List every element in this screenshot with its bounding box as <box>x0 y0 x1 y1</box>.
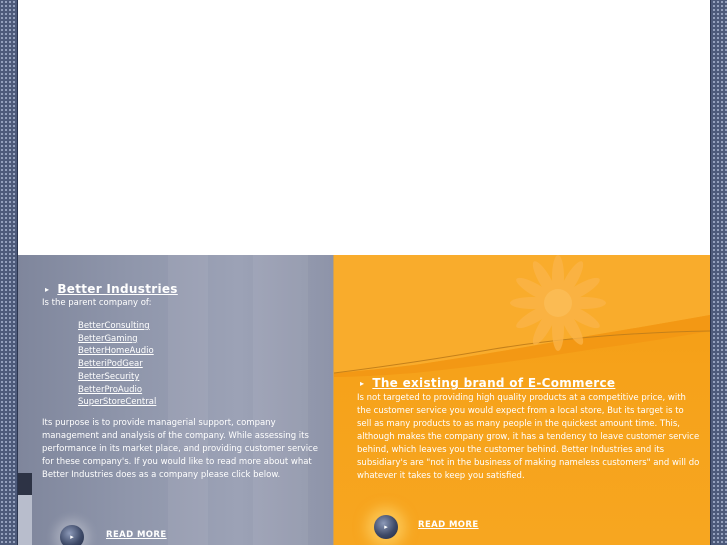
panel-side-bar <box>18 473 32 495</box>
left-description: Its purpose is to provide managerial support, company management and analysis of the company. While assessing its performance in its market place, and providing customer service for these company's. If you would like to read more about what Better Industries does as a company please click below. <box>42 418 318 480</box>
panel-stripe <box>168 255 208 545</box>
panel-stripe <box>253 255 308 545</box>
right-description: Is not targeted to providing high quality products at a competitive price, with the customer service you would expect from a local store, But its target is to sell as many products to as many people in the quickest amount time. This, although makes the company grow, it has a tendency to leave customer service behind, which leaves you the customer behind. Better Industries and its subsidiary's are "not in the business of making nameless customers" and will do whatever it takes to keep you satisfied. <box>357 393 700 481</box>
company-link-superstorecentral[interactable]: SuperStoreCentral <box>78 397 157 408</box>
arrow-right-icon: ▸ <box>360 378 365 388</box>
company-link-betterconsulting[interactable]: BetterConsulting <box>78 321 150 331</box>
right-panel <box>334 255 710 545</box>
header-blank-area <box>18 0 710 255</box>
left-read-more-link[interactable]: READ MORE <box>106 530 167 540</box>
better-industries-link[interactable]: Better Industries <box>57 282 178 296</box>
parent-company-subtitle: Is the parent company of: <box>42 298 152 308</box>
company-link-betterproaudio[interactable]: BetterProAudio <box>78 384 143 395</box>
company-list <box>78 320 156 409</box>
company-link-betterhomeaudio[interactable]: BetterHomeAudio <box>78 346 154 357</box>
panel-side-bar <box>18 495 32 545</box>
play-circle-icon[interactable]: ▸ <box>374 515 398 539</box>
arrow-right-icon: ▸ <box>45 284 50 294</box>
play-circle-icon[interactable]: ▸ <box>60 525 84 545</box>
page-frame <box>17 0 711 545</box>
ecommerce-heading-link[interactable]: The existing brand of E-Commerce <box>372 376 616 390</box>
company-link-bettersecurity[interactable]: BetterSecurity <box>78 371 140 382</box>
company-link-betteripodgear[interactable]: BetteriPodGear <box>78 359 143 370</box>
better-industries-heading <box>45 282 178 296</box>
company-link-bettergaming[interactable]: BetterGaming <box>78 333 138 344</box>
right-read-more-link[interactable]: READ MORE <box>418 520 479 530</box>
ecommerce-heading <box>360 376 615 390</box>
left-panel <box>18 255 333 545</box>
